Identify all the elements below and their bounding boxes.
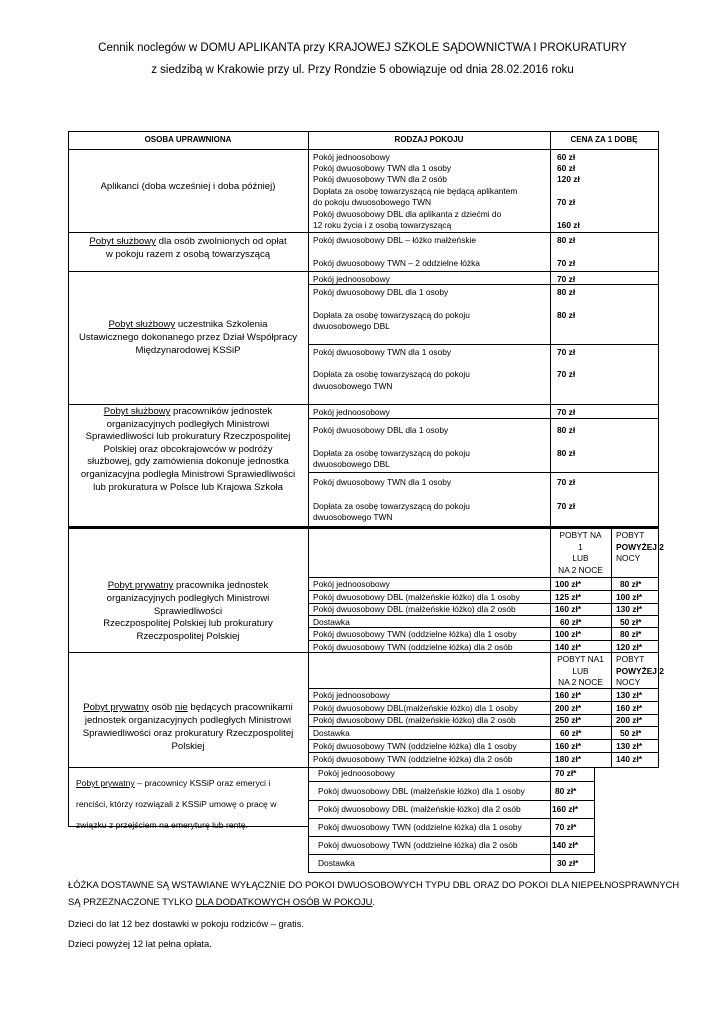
s6-price-a: 160 zł*: [555, 690, 582, 700]
s4-room: Pokój jednoosobowy: [313, 407, 390, 417]
s5-room: Pokój dwuosobowy TWN (oddzielne łóżka) dla 2 osób: [313, 642, 513, 652]
s3-room: Pokój dwuosobowy TWN dla 1 osoby: [313, 347, 452, 357]
s5-label: Pobyt prywatny pracownika jednostek organizacyjnych podległych Ministrowi Sprawiedliwości Rzeczpospolitej Polskiej lub prokuratury Rzeczpospolitej Polskiej: [103, 580, 273, 643]
note-extra-beds-2: SĄ PRZEZNACZONE TYLKO DLA DODATKOWYCH OSÓB W POKOJU.: [68, 896, 376, 907]
s4-room: dwuosobowego TWN: [313, 512, 393, 522]
s7-price: 30 zł*: [557, 858, 579, 868]
s5-price-a: 100 zł*: [555, 579, 582, 589]
s6-room: Pokój dwuosobowy DBL (małżeńskie łóżko) dla 2 osób: [313, 715, 516, 725]
header-rodzaj: RODZAJ POKOJU: [394, 135, 464, 144]
s5-col-b-header: POBYT POWYŻEJ 2 NOCY: [616, 530, 664, 563]
s7-room: Pokój jednoosobowy: [318, 768, 395, 778]
s2-label: Pobyt służbowy dla osób zwolnionych od opłat w pokoju razem z osobą towarzyszącą: [89, 236, 287, 260]
s2-price: 70 zł: [557, 258, 576, 268]
s2-room: Pokój dwuosobowy TWN – 2 oddzielne łóżka: [313, 258, 480, 268]
s3-room: Pokój dwuosobowy DBL dla 1 osoby: [313, 287, 449, 297]
s6-room: Pokój dwuosobowy DBL(małżeńskie łóżko) dla 1 osoby: [313, 703, 518, 713]
s3-room: dwuosobowego TWN: [313, 381, 393, 391]
s3-room: Dopłata za osobę towarzyszącą do pokoju: [313, 369, 470, 379]
s3-price: 70 zł: [557, 347, 576, 357]
s5-room: Pokój dwuosobowy DBL (małżeńskie łóżko) dla 1 osoby: [313, 592, 520, 602]
s6-price-a: 60 zł*: [560, 728, 582, 738]
s4-price: 80 zł: [557, 425, 576, 435]
s1-room: 12 roku życia i z osobą towarzyszącą: [313, 220, 452, 230]
note-children-full: Dzieci powyżej 12 lat pełna opłata.: [68, 938, 212, 949]
s6-room: Dostawka: [313, 728, 350, 738]
s1-price: 60 zł: [557, 152, 576, 162]
s1-label: Aplikanci (doba wcześniej i doba później): [100, 181, 276, 192]
s6-col-a-header: POBYT NA1 LUB NA 2 NOCE: [557, 654, 604, 687]
s5-price-a: 140 zł*: [555, 642, 582, 652]
s3-price: 70 zł: [557, 369, 576, 379]
s7-room: Dostawka: [318, 858, 355, 868]
s1-room: Dopłata za osobę towarzyszącą nie będącą aplikantem: [313, 186, 518, 196]
s5-room: Pokój dwuosobowy DBL (małżeńskie łóżko) dla 2 osób: [313, 604, 516, 614]
s2-room: Pokój dwuosobowy DBL – łóżko małżeńskie: [313, 235, 477, 245]
note-children-free: Dzieci do lat 12 bez dostawki w pokoju rodziców – gratis.: [68, 918, 305, 929]
s5-price-a: 100 zł*: [555, 629, 582, 639]
s6-price-a: 180 zł*: [555, 754, 582, 764]
s3-room: dwuosobowego DBL: [313, 321, 390, 331]
s6-price-b: 160 zł*: [616, 703, 643, 713]
s5-price-b: 130 zł*: [616, 604, 643, 614]
s7-room: Pokój dwuosobowy TWN (oddzielne łóżka) dla 2 osób: [318, 840, 518, 850]
s1-price: 60 zł: [557, 163, 576, 173]
s5-price-a: 160 zł*: [555, 604, 582, 614]
s4-room: Pokój dwuosobowy DBL dla 1 osoby: [313, 425, 449, 435]
s6-price-b: 200 zł*: [616, 715, 643, 725]
s7-price: 70 zł*: [555, 822, 577, 832]
s6-label: Pobyt prywatny osób nie będących pracownikami jednostek organizacyjnych podległych Ministrowi Sprawiedliwości oraz prokuratury Rzeczpospolitej Polskiej: [82, 702, 294, 752]
s1-room: do pokoju dwuosobowego TWN: [313, 197, 432, 207]
s6-price-b: 130 zł*: [616, 741, 643, 751]
s3-price: 80 zł: [557, 287, 576, 297]
s7-price: 160 zł*: [552, 804, 579, 814]
s4-label: Pobyt służbowy pracowników jednostek organizacyjnych podległych Ministrowi Sprawiedliwości lub prokuratury Rzeczpospolitej Polskiej oraz obcokrajowców w podróży służbowej, gdy zamówienia dokonuje jednostka organizacyjna podległa Ministrowi Sprawiedliwości lub prokuratura w Polsce lub Krajowa Szkoła: [80, 406, 296, 493]
s1-price: 70 zł: [557, 197, 576, 207]
s7-price: 140 zł*: [552, 840, 579, 850]
s6-price-a: 160 zł*: [555, 741, 582, 751]
s3-price: 80 zł: [557, 310, 576, 320]
s6-room: Pokój jednoosobowy: [313, 690, 390, 700]
s5-col-a-header: POBYT NA 1 LUB NA 2 NOCE: [558, 530, 603, 575]
s5-room: Pokój dwuosobowy TWN (oddzielne łóżka) dla 1 osoby: [313, 629, 517, 639]
s4-room: Pokój dwuosobowy TWN dla 1 osoby: [313, 477, 452, 487]
s7-price: 80 zł*: [555, 786, 577, 796]
note-extra-beds: ŁÓŻKA DOSTAWNE SĄ WSTAWIANE WYŁĄCZNIE DO POKOI DWUOSOBOWYCH TYPU DBL ORAZ DO POKOI DLA NIEPEŁNOSPRAWNYCH: [68, 879, 680, 890]
s6-price-b: 130 zł*: [616, 690, 643, 700]
s6-col-b-header: POBYT POWYŻEJ 2 NOCY: [616, 654, 664, 687]
s5-price-b: 80 zł*: [620, 629, 642, 639]
s6-price-a: 250 zł*: [555, 715, 582, 725]
s4-room: Dopłata za osobę towarzyszącą do pokoju: [313, 501, 470, 511]
s5-price-a: 60 zł*: [560, 617, 582, 627]
header-cena: CENA ZA 1 DOBĘ: [570, 135, 638, 144]
header-osoba: OSOBA UPRAWNIONA: [144, 135, 232, 144]
document-title: Cennik noclegów w DOMU APLIKANTA przy KRAJOWEJ SZKOLE SĄDOWNICTWA I PROKURATURY: [98, 42, 627, 54]
s5-room: Dostawka: [313, 617, 350, 627]
s7-room: Pokój dwuosobowy TWN (oddzielne łóżka) dla 1 osoby: [318, 822, 522, 832]
s6-room: Pokój dwuosobowy TWN (oddzielne łóżka) dla 2 osób: [313, 754, 513, 764]
s2-price: 80 zł: [557, 235, 576, 245]
s4-room: Dopłata za osobę towarzyszącą do pokoju: [313, 448, 470, 458]
s6-price-b: 140 zł*: [616, 754, 643, 764]
s7-room: Pokój dwuosobowy DBL (małżeńskie łóżko) dla 2 osób: [318, 804, 521, 814]
s4-price: 80 zł: [557, 448, 576, 458]
s5-price-b: 100 zł*: [616, 592, 643, 602]
s1-room: Pokój dwuosobowy DBL dla aplikanta z dziećmi do: [313, 209, 502, 219]
s1-room: Pokój jednoosobowy: [313, 152, 390, 162]
s1-price: 120 zł: [557, 174, 580, 184]
s4-room: dwuosobowego DBL: [313, 459, 390, 469]
s1-room: Pokój dwuosobowy TWN dla 2 osób: [313, 174, 447, 184]
s4-price: 70 zł: [557, 501, 576, 511]
s3-room: Pokój jednoosobowy: [313, 274, 390, 284]
s5-price-b: 80 zł*: [620, 579, 642, 589]
s6-room: Pokój dwuosobowy TWN (oddzielne łóżka) dla 1 osoby: [313, 741, 517, 751]
s3-room: Dopłata za osobę towarzyszącą do pokoju: [313, 310, 470, 320]
s7-room: Pokój dwuosobowy DBL (małżeńskie łóżko) dla 1 osoby: [318, 786, 525, 796]
s3-label: Pobyt służbowy uczestnika Szkolenia Ustawicznego dokonanego przez Dział Współpracy Międzynarodowej KSSiP: [78, 319, 298, 356]
s5-room: Pokój jednoosobowy: [313, 579, 390, 589]
document-subtitle: z siedzibą w Krakowie przy ul. Przy Rondzie 5 obowiązuje od dnia 28.02.2016 roku: [151, 64, 574, 76]
s7-label: Pobyt prywatny – pracownicy KSSiP oraz emeryci i renciści, którzy rozwiązali z KSSiP umowę o pracę w związku z przejściem na emeryturę lub rentę.: [76, 778, 277, 830]
s1-room: Pokój dwuosobowy TWN dla 1 osoby: [313, 163, 452, 173]
s5-price-b: 50 zł*: [620, 617, 642, 627]
s6-price-b: 50 zł*: [620, 728, 642, 738]
s4-price: 70 zł: [557, 407, 576, 417]
s5-price-a: 125 zł*: [555, 592, 582, 602]
s6-price-a: 200 zł*: [555, 703, 582, 713]
s1-price: 160 zł: [557, 220, 580, 230]
s5-price-b: 120 zł*: [616, 642, 643, 652]
s3-price: 70 zł: [557, 274, 576, 284]
s4-price: 70 zł: [557, 477, 576, 487]
s7-price: 70 zł*: [555, 768, 577, 778]
